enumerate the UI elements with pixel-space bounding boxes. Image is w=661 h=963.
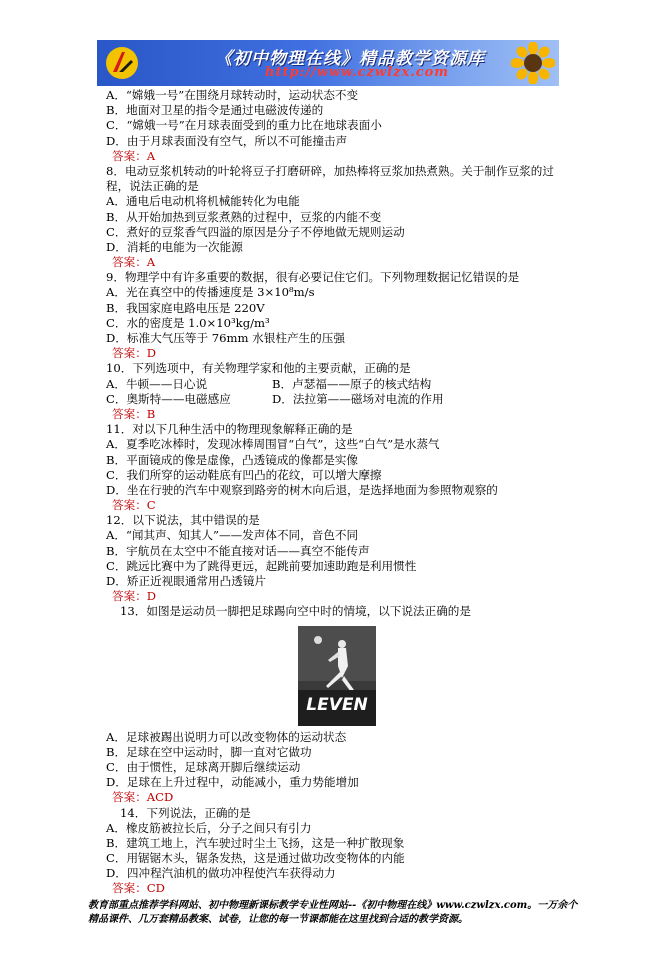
q7-option-c: C．“嫦娥一号”在月球表面受到的重力比在地球表面小 (106, 118, 382, 133)
q13-answer: 答案：ACD (112, 790, 174, 805)
q9-stem: 9．物理学中有许多重要的数据，很有必要记住它们。下列物理数据记忆错误的是 (106, 270, 520, 285)
q12-option-d: D．矫正近视眼通常用凸透镜片 (106, 574, 267, 588)
page-footer (88, 899, 628, 927)
q8-option-d: D．消耗的电能为一次能源 (106, 239, 243, 254)
sunflower-icon (511, 42, 555, 84)
q12-option-b: B．宇航员在太空中不能直接对话——真空不能传声 (106, 543, 370, 558)
q7-option-d: D．由于月球表面没有空气，所以不可能撞击声 (106, 133, 348, 148)
footer-line2: 精品课件、几万套精品教案、试卷，让您的每一节课都能在这里找到合适的教学资源。 (88, 914, 468, 925)
q14-option-c: C．用锯锯木头，锯条发热，这是通过做功改变物体的内能 (106, 851, 405, 866)
photo-lettering: LEVEN (306, 694, 368, 715)
q8-option-a: A．通电后电动机将机械能转化为电能 (106, 194, 300, 209)
q8-option-b: B．从开始加热到豆浆煮熟的过程中，豆浆的内能不变 (106, 209, 382, 224)
q13-stem: 13．如图是运动员一脚把足球踢向空中时的情境，以下说法正确的是 (120, 604, 471, 619)
q8-stem-line2: 程，说法正确的是 (106, 179, 199, 194)
q11-option-a: A．夏季吃冰棒时，发现冰棒周围冒“白气”，这些“白气”是水蒸气 (106, 437, 440, 452)
q9-option-c: C．水的密度是 1.0×10³kg/m³ (106, 315, 270, 330)
soccer-kick-photo (298, 626, 376, 726)
site-logo-icon (105, 46, 139, 80)
q12-option-c: C．跳远比赛中为了跳得更远，起跳前要加速助跑是利用惯性 (106, 558, 417, 573)
q8-stem-line1: 8．电动豆浆机转动的叶轮将豆子打磨研碎，加热棒将豆浆加热煮熟。关于制作豆浆的过 (106, 163, 554, 178)
q11-option-d: D．坐在行驶的汽车中观察到路旁的树木向后退，是选择地面为参照物观察的 (106, 482, 498, 497)
q14-option-d: D．四冲程汽油机的做功冲程使汽车获得动力 (106, 866, 336, 881)
q12-option-a: A．“闻其声、知其人”——发声体不同，音色不同 (106, 528, 359, 543)
q10-answer: 答案：B (112, 406, 156, 421)
q8-answer: 答案：A (112, 255, 156, 270)
q12-answer: 答案：D (112, 589, 157, 604)
q10-options-row2 (106, 392, 636, 407)
q11-option-b: B．平面镜成的像是虚像，凸透镜成的像都是实像 (106, 452, 358, 467)
q8-option-c: C．煮好的豆浆香气四溢的原因是分子不停地做无规则运动 (106, 224, 405, 239)
q9-option-d: D．标准大气压等于 76mm 水银柱产生的压强 (106, 331, 345, 345)
q10-options-row1 (106, 377, 636, 392)
q11-answer: 答案：C (112, 498, 156, 513)
q13-option-a: A．足球被踢出说明力可以改变物体的运动状态 (106, 729, 347, 744)
q13-option-d: D．足球在上升过程中，动能减小，重力势能增加 (106, 775, 359, 790)
banner-title: 《初中物理在线》精品教学资源库 (215, 49, 485, 69)
q12-stem: 12．以下说法，其中错误的是 (106, 513, 260, 528)
q10-option-a: A．牛顿——日心说 (106, 376, 208, 391)
q10-option-d: D．法拉第——磁场对电流的作用 (272, 391, 444, 406)
q7-option-b: B．地面对卫星的指令是通过电磁波传递的 (106, 103, 324, 118)
q9-option-a: A．光在真空中的传播速度是 3×10⁸m/s (106, 285, 315, 300)
q10-option-c: C．奥斯特——电磁感应 (106, 391, 231, 406)
q14-answer: 答案：CD (112, 881, 165, 896)
header-banner (97, 40, 559, 86)
banner-url[interactable]: http://www.czwlzx.com (265, 65, 450, 80)
q14-option-a: A．橡皮筋被拉长后，分子之间只有引力 (106, 820, 312, 835)
document-body (106, 88, 636, 897)
q9-answer: 答案：D (112, 346, 157, 361)
footer-line1: 教育部重点推荐学科网站、初中物理新课标教学专业性网站--《初中物理在线》www.czwlzx.com。一万余个 (88, 900, 578, 911)
q7-option-a: A．“嫦娥一号”在围绕月球转动时，运动状态不变 (106, 88, 359, 102)
q10-option-b: B．卢瑟福——原子的核式结构 (272, 376, 432, 391)
q13-option-b: B．足球在空中运动时，脚一直对它做功 (106, 744, 312, 759)
q11-option-c: C．我们所穿的运动鞋底有凹凸的花纹，可以增大摩擦 (106, 467, 382, 482)
soccer-player-icon (298, 626, 376, 726)
q13-option-c: C．由于惯性，足球离开脚后继续运动 (106, 759, 301, 774)
q9-option-b: B．我国家庭电路电压是 220V (106, 300, 265, 315)
q14-option-b: B．建筑工地上，汽车驶过时尘土飞扬，这是一种扩散现象 (106, 835, 405, 850)
q7-answer: 答案：A (112, 148, 156, 163)
q14-stem: 14．下列说法，正确的是 (120, 805, 251, 820)
q11-stem: 11．对以下几种生活中的物理现象解释正确的是 (106, 422, 353, 437)
q10-stem: 10．下列选项中，有关物理学家和他的主要贡献，正确的是 (106, 361, 411, 376)
